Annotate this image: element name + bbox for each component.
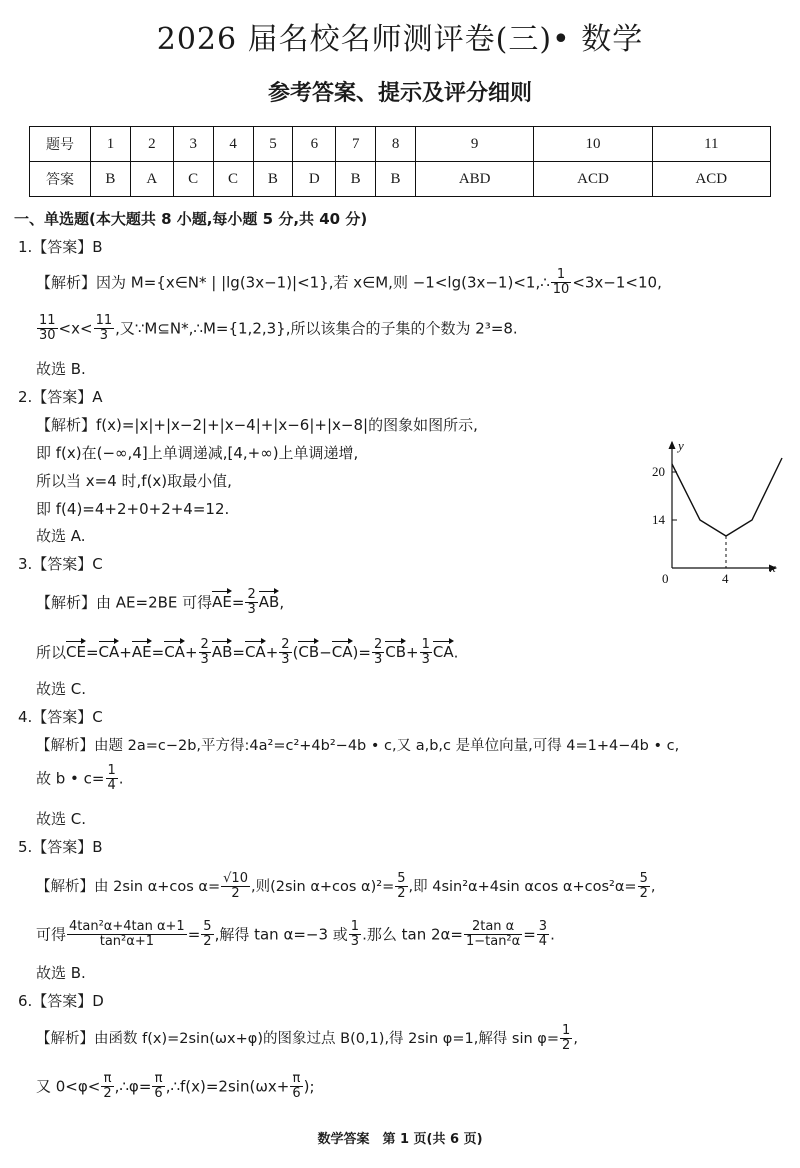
denominator: 3 (247, 602, 256, 618)
text: 所以 (36, 643, 67, 662)
numerator: 3 (538, 919, 548, 934)
comma: , (279, 593, 285, 612)
q3-solution-line-2 (36, 638, 458, 668)
answer-table-row-label: 题号 (30, 127, 91, 162)
q2-solution-line-2: 即 f(x)在(−∞,4]上单调递减,[4,+∞)上单调递增, (36, 444, 359, 462)
denominator: 30 (39, 328, 56, 344)
answer-table-answer-row (30, 162, 771, 197)
denominator: 1−tan²α (465, 934, 521, 950)
numerator: π (101, 1072, 113, 1087)
denominator: 6 (154, 1086, 163, 1102)
fraction (201, 920, 213, 950)
text: ,则(2sin α+cos α)²= (250, 878, 395, 895)
answer-cell: C (213, 162, 253, 197)
denominator: 2 (103, 1086, 112, 1102)
section-title: 一、单选题(本大题共 8 小题,每小题 5 分,共 40 分) (14, 210, 368, 228)
denominator: 3 (200, 652, 209, 668)
fraction (372, 638, 384, 668)
vector-CE: CE (66, 643, 86, 662)
answer-cell: B (253, 162, 293, 197)
q4-solution-line-2 (36, 764, 124, 794)
q4-conclusion: 故选 C. (36, 810, 87, 828)
question-number: 10 (534, 127, 652, 162)
text: .那么 tan 2α= (362, 925, 463, 944)
q3-conclusion: 故选 C. (36, 680, 87, 698)
q2-solution-line-4: 即 f(4)=4+2+0+2+4=12. (36, 500, 230, 518)
numerator: 11 (95, 313, 113, 328)
question-number: 2 (130, 127, 173, 162)
answer-cell: ACD (652, 162, 770, 197)
minus: − (319, 643, 332, 662)
text: . (550, 925, 555, 944)
denominator: 10 (552, 282, 570, 298)
text: ,∴f(x)=2sin(ωx+ (165, 1077, 290, 1096)
q4-solution-line-1: 【解析】由题 2a=c−2b,平方得:4a²=c²+4b²−4b • c,又 a,b,c 是单位向量,可得 4=1+4−4b • c, (36, 738, 680, 754)
q2-solution-line-3: 所以当 x=4 时,f(x)取最小值, (36, 472, 232, 490)
q4-answer-heading: 4.【答案】C (18, 708, 103, 726)
plus: + (119, 643, 132, 662)
fraction (638, 872, 650, 902)
numerator: 11 (39, 313, 56, 328)
numerator: 4tan²α+4tan α+1 (69, 919, 185, 934)
question-number: 7 (336, 127, 376, 162)
denominator: 2 (562, 1038, 571, 1054)
numerator: 1 (421, 637, 430, 652)
function-graph (630, 432, 790, 592)
fraction (101, 1072, 113, 1102)
tick-label-20: 20 (652, 464, 665, 479)
text: = (187, 925, 201, 944)
numerator: 2 (200, 637, 209, 652)
text: . (118, 769, 124, 788)
denominator: 3 (421, 652, 430, 668)
q5-answer-heading: 5.【答案】B (18, 838, 103, 856)
q6-solution-line-2 (36, 1072, 315, 1102)
question-number: 3 (173, 127, 213, 162)
q5-conclusion: 故选 B. (36, 964, 86, 982)
fraction (395, 872, 407, 902)
text: <3x−1<10, (572, 273, 662, 292)
text: 【解析】由 2sin α+cos α= (36, 878, 221, 895)
fraction (67, 920, 187, 950)
equals: = (151, 643, 165, 662)
text: = (523, 925, 536, 944)
vector-AB: AB (211, 643, 233, 662)
equals: = (85, 643, 99, 662)
fraction (551, 268, 572, 298)
paren: ) (352, 643, 359, 662)
text: 【解析】由 AE=2BE 可得 (36, 593, 213, 612)
fraction (106, 764, 118, 794)
q1-solution-line-1 (36, 268, 662, 298)
plus: + (406, 643, 419, 662)
denominator: 3 (350, 934, 360, 950)
x-axis-label: x (770, 560, 776, 575)
answer-cell: B (91, 162, 131, 197)
question-number: 8 (376, 127, 416, 162)
answer-cell: B (376, 162, 416, 197)
vector-CA: CA (98, 643, 120, 662)
fraction (152, 1072, 164, 1102)
answer-cell: A (130, 162, 173, 197)
vector-AE: AE (131, 643, 152, 662)
denominator: 4 (538, 934, 548, 950)
q1-answer-heading: 1.【答案】B (18, 238, 103, 256)
numerator: π (152, 1072, 164, 1087)
answer-table (29, 126, 771, 197)
plus: + (265, 643, 279, 662)
period: . (453, 643, 459, 662)
denominator: 2 (231, 886, 240, 902)
plus: + (184, 643, 198, 662)
paren: ( (292, 643, 299, 662)
vector-CA: CA (331, 643, 353, 662)
vector-AB: AB (258, 593, 280, 612)
answer-cell: D (293, 162, 336, 197)
numerator: 2 (281, 637, 290, 652)
numerator: 1 (350, 919, 360, 934)
fraction (537, 920, 549, 950)
text: ,又∵M⊆N*,∴M={1,2,3},所以该集合的子集的个数为 2³=8. (115, 319, 518, 338)
q2-conclusion: 故选 A. (36, 527, 86, 545)
text: ); (303, 1077, 315, 1096)
denominator: 4 (107, 778, 116, 794)
numerator: 2 (373, 637, 383, 652)
vector-CA: CA (244, 643, 266, 662)
denominator: 3 (281, 652, 290, 668)
denominator: 2 (397, 886, 406, 902)
q5-solution-line-2 (36, 920, 555, 950)
numerator: 1 (551, 268, 572, 283)
fraction (560, 1024, 572, 1054)
answer-cell: ABD (416, 162, 534, 197)
q6-answer-heading: 6.【答案】D (18, 992, 104, 1010)
answer-table-number-row (30, 127, 771, 162)
fraction (279, 638, 291, 668)
page-subtitle: 参考答案、提示及评分细则 (267, 81, 532, 106)
page-footer: 数学答案 第 1 页(共 6 页) (317, 1132, 483, 1147)
text: 故 b • c= (36, 769, 105, 788)
text: ,解得 tan α=−3 或 (214, 925, 348, 944)
fraction (37, 314, 58, 344)
fraction (199, 638, 211, 668)
text: , (650, 878, 656, 895)
vector-CB: CB (298, 643, 320, 662)
denominator: 2 (203, 934, 212, 950)
question-number: 5 (253, 127, 293, 162)
text: 【解析】因为 M={x∈N* | |lg(3x−1)|<1},若 x∈M,则 −1<lg(3x−1)<1,∴ (36, 273, 550, 292)
vector-CB: CB (385, 643, 406, 662)
equals: = (232, 643, 245, 662)
question-number: 9 (416, 127, 534, 162)
text: <x< (58, 319, 93, 338)
denominator: 3 (99, 328, 108, 344)
question-number: 1 (91, 127, 131, 162)
text: ,即 4sin²α+4sin αcos α+cos²α= (408, 878, 637, 895)
question-number: 6 (293, 127, 336, 162)
q6-solution-line-1 (36, 1024, 578, 1054)
vector-AE: AE (212, 593, 232, 612)
numerator: √10 (223, 871, 248, 886)
q2-solution-line-1: 【解析】f(x)=|x|+|x−2|+|x−4|+|x−6|+|x−8|的图象如图所示, (36, 416, 478, 434)
answer-cell: B (336, 162, 376, 197)
fraction (221, 872, 250, 902)
question-number: 4 (213, 127, 253, 162)
denominator: 6 (292, 1086, 301, 1102)
page-title: 2026 届名校名师测评卷(三)• 数学 (156, 22, 644, 57)
q1-solution-line-2 (36, 314, 518, 344)
numerator: π (290, 1072, 302, 1087)
tick-label-4: 4 (722, 571, 729, 586)
fraction (290, 1072, 302, 1102)
vector-CA: CA (432, 643, 454, 662)
q3-answer-heading: 3.【答案】C (18, 555, 103, 573)
text: 又 0<φ< (36, 1077, 101, 1096)
text: 【解析】由函数 f(x)=2sin(ωx+φ)的图象过点 B(0,1),得 2sin φ=1,解得 sin φ= (36, 1030, 560, 1047)
fraction (245, 588, 257, 618)
equals: = (358, 643, 371, 662)
numerator: 2 (247, 587, 256, 602)
q5-solution-line-1 (36, 872, 655, 902)
denominator: tan²α+1 (99, 934, 154, 950)
answer-cell: ACD (534, 162, 652, 197)
equals: = (231, 593, 245, 612)
fraction (464, 920, 522, 950)
text: ,∴φ= (114, 1077, 152, 1096)
denominator: 2 (639, 886, 648, 902)
question-number: 11 (652, 127, 770, 162)
vector-CA: CA (164, 643, 185, 662)
tick-label-0: 0 (662, 571, 669, 586)
denominator: 3 (373, 652, 383, 668)
tick-label-14: 14 (652, 512, 665, 527)
fraction (94, 314, 115, 344)
function-curve (672, 458, 782, 536)
fraction (349, 920, 361, 950)
fraction (420, 638, 432, 668)
text: , (573, 1030, 578, 1047)
text: 可得 (36, 925, 67, 944)
answer-table-row-label: 答案 (30, 162, 91, 197)
numerator: 1 (562, 1023, 571, 1038)
numerator: 5 (397, 871, 406, 886)
answer-cell: C (173, 162, 213, 197)
numerator: 2tan α (464, 920, 522, 935)
numerator: 1 (107, 763, 116, 778)
q1-conclusion: 故选 B. (36, 360, 86, 378)
numerator: 5 (203, 919, 212, 934)
q2-answer-heading: 2.【答案】A (18, 388, 103, 406)
y-axis-label: y (678, 438, 684, 453)
q3-solution-line-1 (36, 588, 284, 618)
numerator: 5 (639, 871, 648, 886)
